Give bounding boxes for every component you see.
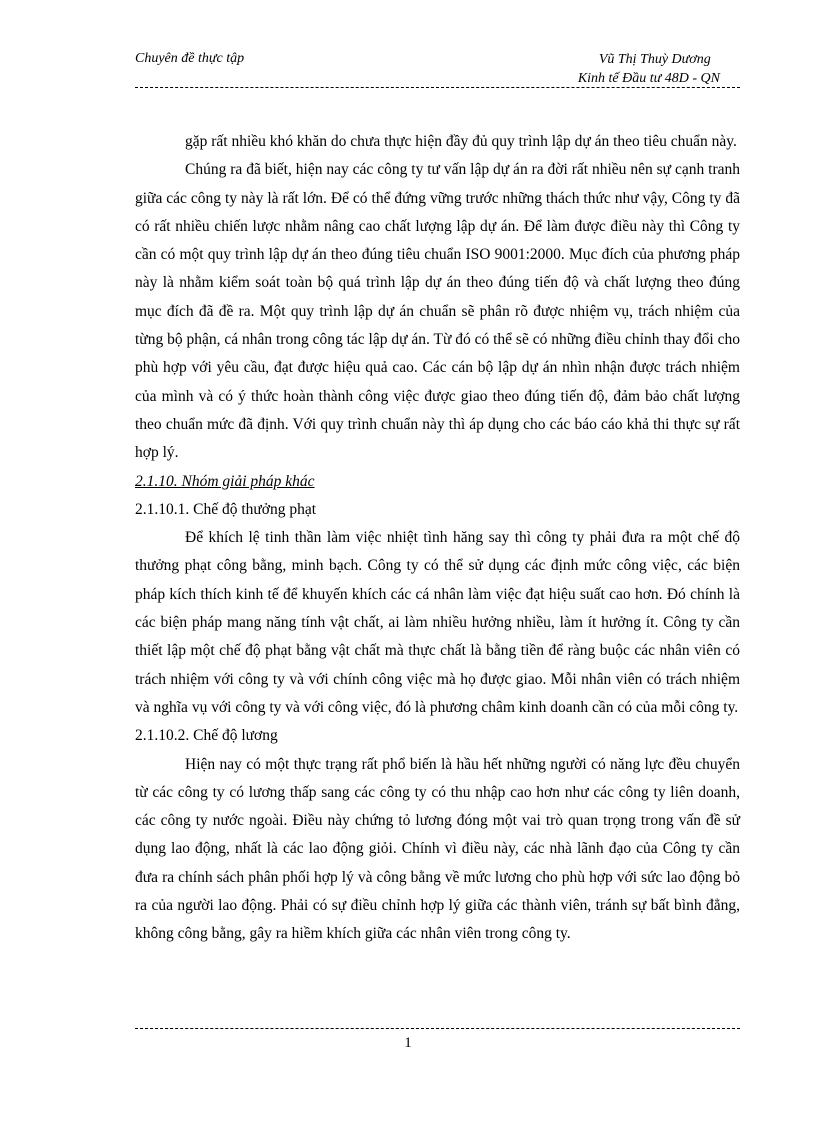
paragraph-salary: Hiện nay có một thực trạng rất phổ biến là hầu hết những người có năng lực đều chuyển từ các công ty có lương thấp sang các công ty có thu nhập cao hơn như các công ty liên doanh, các công ty nước ngoài. Điều này chứng tỏ lương đóng một vai trò quan trọng trong vấn đề sử dụng lao động, nhất là các lao động giỏi. Chính vì điều này, các nhà lãnh đạo của Công ty cần đưa ra chính sách phân phối hợp lý và công bằng về mức lương cho phù hợp với sức lao động bỏ ra của người lao động. Phải có sự điều chỉnh hợp lý giữa các thành viên, tránh sự bất bình đẳng, không công bằng, gây ra hiềm khích giữa các nhân viên trong công ty.: [135, 755, 740, 943]
paragraph-rewards: Để khích lệ tinh thần làm việc nhiệt tình hăng say thì công ty phải đưa ra một chế độ thưởng phạt công bằng, minh bạch. Công ty có thể sử dụng các định mức công việc, các biện pháp kích thích kinh tế để khuyến khích các cá nhân làm việc đạt hiệu suất cao hơn. Đó chính là các biện pháp mang năng tính vật chất, ai làm nhiều hưởng nhiều, làm ít hưởng ít. Công ty cần thiết lập một chế độ phạt bằng vật chất mà thực chất là bằng tiền để ràng buộc các nhân viên có trách nhiệm với công ty và với chính công việc mà họ được giao. Mỗi nhân viên có trách nhiệm và nghĩa vụ với công ty và với công việc, đó là phương châm kinh doanh cần có của mỗi công ty.: [135, 529, 740, 716]
header-author-block: [578, 50, 720, 88]
header-author-name: Vũ Thị Thuỳ Dương: [598, 52, 711, 67]
paragraph-quality-process: Chúng ra đã biết, hiện nay các công ty tư vấn lập dự án ra đời rất nhiều nên sự cạnh tranh giữa các công ty này là rất lớn. Để có thể đứng vững trước những thách thức như vậy, Công ty đã có rất nhiều chiến lược nhằm nâng cao chất lượng lập dự án. Để làm được điều này thì Công ty cần có một quy trình lập dự án theo đúng tiêu chuẩn ISO 9001:2000. Mục đích của phương pháp này là nhằm kiểm soát toàn bộ quá trình lập dự án theo đúng tiến độ và chất lượng theo đúng mục đích đã đề ra. Một quy trình lập dự án chuẩn sẽ phân rõ được nhiệm vụ, trách nhiệm của từng bộ phận, cá nhân trong công tác lập dự án. Từ đó có thể sẽ có những điều chỉnh thay đổi cho phù hợp với yêu cầu, đạt được hiệu quả cao. Các cán bộ lập dự án nhìn nhận được trách nhiệm của mình và có ý thức hoàn thành công việc được giao theo đúng tiến độ, đảm bảo chất lượng theo chuẩn mức đã định. Với quy trình chuẩn này thì áp dụng cho các báo cáo khả thi thực sự rất hợp lý.: [135, 161, 740, 462]
subsection-heading-salary: 2.1.10.2. Chế độ lương: [135, 727, 278, 745]
header-document-title: Chuyên đề thực tập: [135, 51, 245, 66]
page-number: 1: [404, 1035, 412, 1051]
header-author-class: Kinh tế Đầu tư 48D - QN: [577, 71, 720, 86]
header-divider: [135, 87, 740, 88]
subsection-heading-rewards: 2.1.10.1. Chế độ thưởng phạt: [135, 500, 317, 518]
section-heading: 2.1.10. Nhóm giải pháp khác: [135, 472, 315, 490]
paragraph-continuation: gặp rất nhiều khó khăn do chưa thực hiện đầy đủ quy trình lập dự án theo tiêu chuẩn này.: [185, 133, 737, 150]
page-body: [135, 128, 740, 949]
footer-divider: [135, 1028, 740, 1029]
